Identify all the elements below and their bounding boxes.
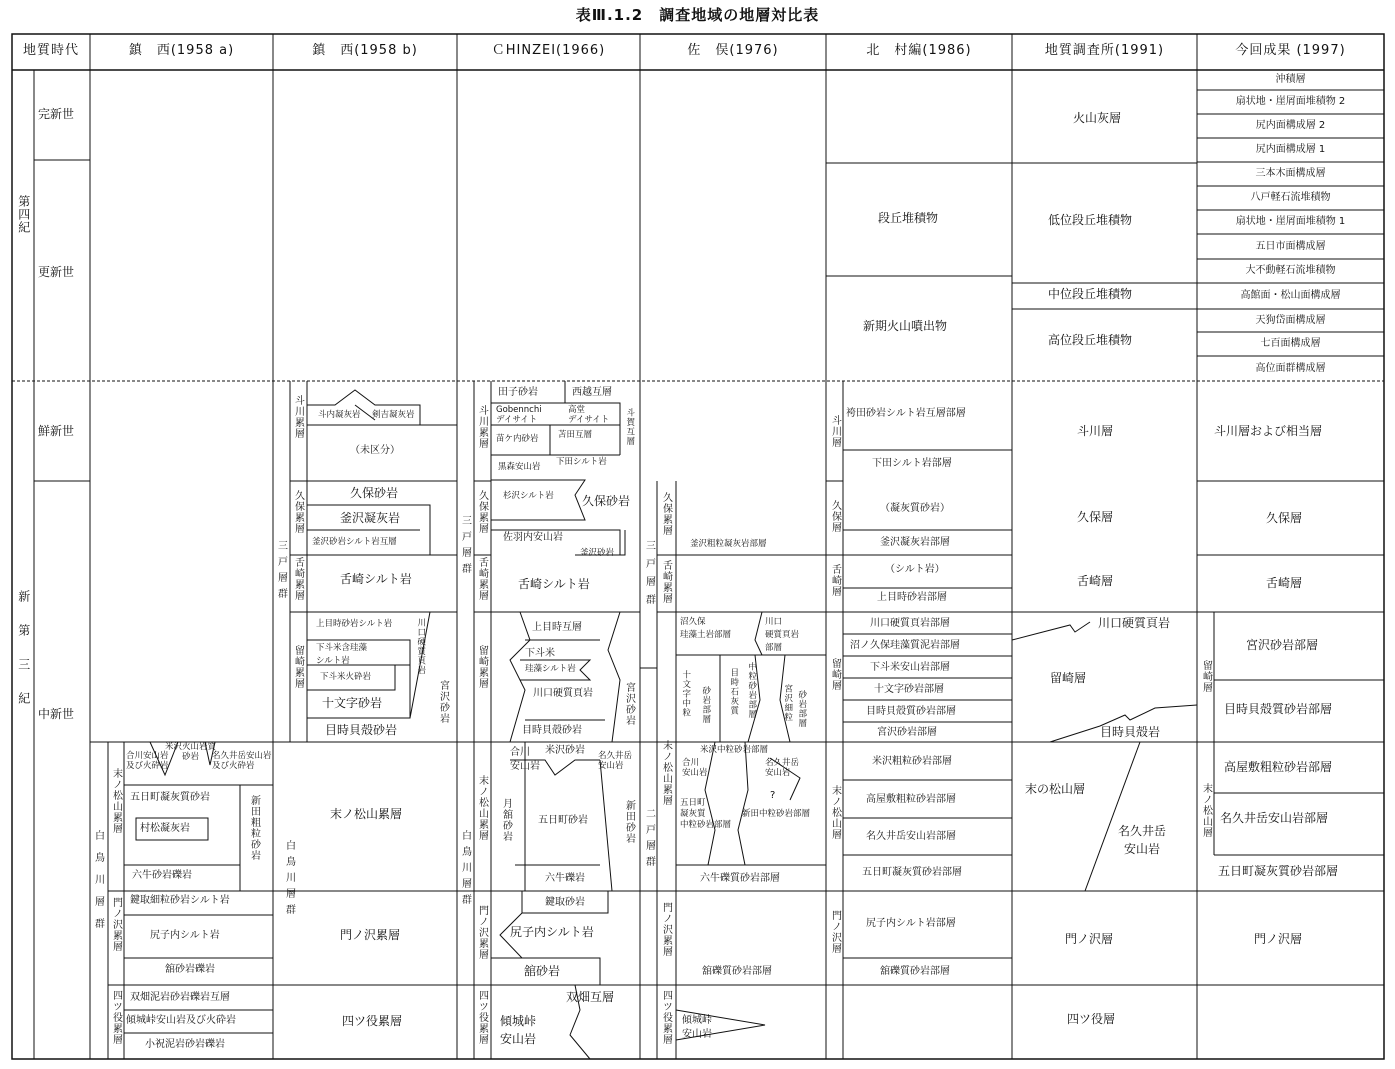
header-col4: 佐 俣(1976) — [687, 43, 779, 58]
c1-k1: 鍵取細粒砂岩シルト岩 — [130, 895, 230, 906]
c7-quaternary-unit: 尻内面構成層 2 — [1255, 120, 1326, 131]
period-quaternary: 第四紀 — [16, 195, 31, 234]
c1-b2: 新田粗粒砂岩 — [248, 795, 260, 861]
c5-s2: 上目時砂岩部層 — [877, 592, 947, 603]
c7-quaternary-unit: 扇状地・崖屑面堆積物 2 — [1235, 96, 1346, 107]
c5-kubo: 久保層 — [829, 500, 841, 533]
c7-quaternary-unit: 尻内面構成層 1 — [1255, 144, 1326, 155]
c5-shitazaki: 舌崎層 — [829, 564, 841, 597]
c7-a1: 高屋敷粗粒砂岩部層 — [1224, 760, 1333, 774]
c5-kadonosawa: 門ノ沢層 — [829, 910, 841, 954]
c1-kadonosawa: 門ノ沢累層 — [110, 897, 122, 952]
c4-sannohe: 三戸層群 — [643, 540, 655, 612]
c2-m5: 十文字砂岩 — [322, 696, 383, 710]
c2-kadonosawa: 門ノ沢累層 — [340, 928, 401, 942]
c5-a4: 五日町凝灰質砂岩部層 — [862, 867, 962, 878]
c3-suenomatsu: 末ノ松山累層 — [476, 775, 488, 841]
c5-k1: （凝灰質砂岩） — [880, 503, 950, 514]
epoch-pleistocene: 更新世 — [38, 265, 75, 279]
c6-q1: 火山灰層 — [1073, 111, 1122, 125]
c4-shitazaki: 舌崎累層 — [660, 560, 672, 604]
c3-a1: 合川 安山岩 — [510, 747, 540, 772]
c2-t2: 剣吉凝灰岩 — [372, 410, 415, 420]
c3-y2: 傾城峠 安山岩 — [500, 1014, 537, 1046]
c7-shitazaki: 舌崎層 — [1266, 576, 1303, 590]
c1-b3: 村松凝灰岩 — [140, 823, 190, 834]
c5-q2: 新期火山噴出物 — [863, 319, 948, 333]
c7-quaternary-unit: 天狗岱面構成層 — [1255, 314, 1326, 326]
c4-m7: 宮沢細粒 — [782, 684, 793, 722]
c2-k1: 久保砂岩 — [350, 486, 399, 500]
c2-kubo: 久保累層 — [292, 490, 304, 534]
c2-m6: 宮沢砂岩 — [437, 680, 449, 724]
c7-tomezaki: 留崎層 — [1200, 660, 1212, 693]
c3-m3: 珪藻シルト岩 — [525, 664, 576, 674]
c6-m1: 川口硬質頁岩 — [1098, 616, 1171, 630]
c3-t8: 下田シルト岩 — [556, 457, 607, 467]
c7-suenomatsu: 末ノ松山層 — [1200, 783, 1212, 838]
c5-tomikawa: 斗川層 — [829, 415, 841, 448]
c2-yotsuyaku: 四ツ役累層 — [342, 1014, 403, 1028]
c2-m7: 目時貝殻砂岩 — [325, 723, 398, 737]
c3-m5: 宮沢砂岩 — [623, 682, 635, 726]
c4-a5: 新田中粒砂岩部層 — [742, 809, 811, 819]
c3-a4: 月舘砂岩 — [500, 798, 512, 842]
c7-quaternary-unit: 五日市面構成層 — [1255, 240, 1326, 252]
c3-kubo: 久保累層 — [476, 490, 488, 534]
c5-tomezaki: 留崎層 — [829, 658, 841, 691]
header-col5: 北 村編(1986) — [866, 43, 972, 58]
c7-quaternary-unit: 八戸軽石流堆積物 — [1250, 192, 1331, 203]
c3-t2: 西越互層 — [572, 387, 612, 398]
c3-s1: 舌崎シルト岩 — [518, 577, 590, 591]
c4-a3: 名久井岳 安山岩 — [765, 758, 800, 778]
c3-t5: 斗賀互層 — [624, 408, 635, 446]
header-col6: 地質調査所(1991) — [1044, 43, 1165, 58]
c1-group: 白鳥川層群 — [92, 830, 104, 940]
c3-t3: Gobennchi デイサイト — [496, 405, 542, 425]
c3-t9: 黒森安山岩 — [498, 462, 541, 472]
c3-tomezaki: 留崎累層 — [476, 645, 488, 689]
c2-tomikawa: 斗川累層 — [292, 395, 304, 439]
c4-m6: 中粒砂岩部層 — [746, 662, 757, 719]
c7-quaternary-unit: 高館面・松山面構成層 — [1240, 290, 1341, 301]
c4-a4: 五日町 凝灰質 中粒砂岩部層 — [680, 798, 732, 831]
c3-t4: 高堂 デイサイト — [568, 405, 610, 425]
period-neogene: 新第三紀 — [16, 590, 31, 726]
c1-y2: 傾城峠安山岩及び火砕岩 — [126, 1015, 236, 1026]
c4-m1: 沼久保 珪藻土岩部層 — [680, 617, 732, 640]
c7-m2: 目時貝殻質砂岩部層 — [1224, 702, 1333, 716]
c3-t7: 苫田互層 — [558, 430, 593, 440]
c6-m2: 留崎層 — [1050, 671, 1087, 685]
c7-quaternary-unit: 高位面群構成層 — [1255, 362, 1326, 374]
c3-a2: 米沢砂岩 — [545, 745, 585, 756]
c4-a7: 六牛礫質砂岩部層 — [700, 873, 780, 884]
c6-kubo: 久保層 — [1077, 510, 1114, 524]
c6-a1: 末の松山層 — [1025, 782, 1086, 796]
c4-m5: 目時石灰質 — [728, 668, 739, 716]
header-col3: ＣHINZEI(1966) — [491, 43, 606, 58]
c1-b4: 六牛砂岩礫岩 — [132, 870, 192, 881]
c4-k1: 釜沢粗粒凝灰岩部層 — [690, 539, 767, 549]
c7-m1: 宮沢砂岩部層 — [1246, 638, 1319, 652]
c5-d2: 舘礫質砂岩部層 — [880, 966, 950, 977]
c3-a5: 五日町砂岩 — [538, 815, 588, 826]
c3-k3: 佐羽内安山岩 — [503, 532, 563, 543]
c4-a1: 米沢中粒砂岩部層 — [700, 745, 769, 755]
c2-tomezaki: 留崎累層 — [292, 645, 304, 689]
c4-kadonosawa: 門ノ沢累層 — [660, 902, 672, 957]
c3-m1: 上目時互層 — [532, 622, 582, 633]
header-age: 地質時代 — [22, 43, 79, 58]
c1-a2: 合川安山岩 及び火砕岩 — [126, 751, 169, 771]
c7-kadonosawa: 門ノ沢層 — [1254, 932, 1303, 946]
c5-t1: 袴田砂岩シルト岩互層部層 — [846, 408, 966, 419]
c5-a2: 高屋敷粗粒砂岩部層 — [866, 794, 956, 805]
c2-sannohe: 三戸層群 — [275, 540, 287, 604]
c6-q2: 低位段丘堆積物 — [1048, 213, 1133, 227]
c5-a3: 名久井岳安山岩部層 — [866, 831, 956, 842]
c5-suenomatsu: 末ノ松山層 — [829, 785, 841, 840]
c4-d1: 舘礫質砂岩部層 — [702, 966, 772, 977]
c4-a6: ? — [770, 790, 776, 801]
c1-a1: 米沢火山岩質 砂岩 — [165, 742, 217, 762]
c3-k1: 杉沢シルト岩 — [503, 491, 554, 501]
epoch-holocene: 完新世 — [38, 107, 75, 121]
c2-shitazaki: 舌崎累層 — [292, 557, 304, 601]
c6-a2: 名久井岳 安山岩 — [1118, 824, 1167, 856]
c2-t1: 斗内凝灰岩 — [318, 410, 361, 420]
epoch-miocene: 中新世 — [38, 707, 75, 721]
c3-sannohe: 三戸層群 — [459, 515, 471, 579]
c6-m3: 目時貝殻岩 — [1100, 725, 1161, 739]
c7-a3: 五日町凝灰質砂岩部層 — [1218, 864, 1339, 878]
c4-a2: 合川 安山岩 — [682, 758, 708, 778]
c3-d3: 舘砂岩 — [524, 964, 561, 978]
c3-y1: 双畑互層 — [566, 990, 615, 1004]
c3-a6: 新田砂岩 — [623, 800, 635, 844]
c3-a3: 名久井岳 安山岩 — [598, 751, 633, 771]
c7-quaternary-unit: 扇状地・崖屑面堆積物 1 — [1235, 216, 1346, 227]
c3-yotsuyaku: 四ツ役累層 — [476, 990, 488, 1045]
c4-nihe: 二戸層群 — [643, 808, 655, 872]
c5-a1: 米沢粗粒砂岩部層 — [872, 756, 952, 767]
c1-a3: 名久井岳安山岩 及び火砕岩 — [212, 751, 272, 771]
c2-shiratori: 白鳥川層群 — [283, 840, 295, 920]
c3-shiratori: 白鳥川層群 — [459, 830, 471, 910]
c5-m5: 目時貝殻質砂岩部層 — [866, 706, 956, 717]
c7-quaternary-unit: 三本木面構成層 — [1255, 168, 1326, 179]
c4-kubo: 久保累層 — [660, 492, 672, 536]
c2-k2: 釜沢凝灰岩 — [340, 511, 401, 525]
c3-tomikawa: 斗川累層 — [476, 405, 488, 449]
c4-m2: 川口 硬質頁岩 部層 — [765, 617, 800, 653]
c1-y1: 双畑泥岩砂岩礫岩互層 — [130, 992, 230, 1003]
c5-m6: 宮沢砂岩部層 — [877, 727, 937, 738]
c7-kubo: 久保層 — [1266, 511, 1303, 525]
c1-k2: 尻子内シルト岩 — [150, 930, 220, 941]
c1-y3: 小祝泥岩砂岩礫岩 — [145, 1039, 225, 1050]
c3-k4: 釜沢砂岩 — [580, 548, 615, 558]
c6-tomikawa: 斗川層 — [1077, 424, 1114, 438]
c2-m4: 下斗米火砕岩 — [320, 672, 372, 682]
c5-m1: 川口硬質頁岩部層 — [870, 618, 950, 629]
c7-tomikawa: 斗川層および相当層 — [1214, 424, 1323, 438]
c2-suenomatsu: 末ノ松山累層 — [330, 807, 403, 821]
c5-d1: 尻子内シルト岩部層 — [866, 918, 956, 929]
c4-suenomatsu: 末ノ松山累層 — [660, 740, 672, 806]
header-col1: 鎮 西(1958 a) — [128, 43, 235, 58]
c3-d1: 鍵取砂岩 — [545, 897, 585, 908]
c5-m2: 沼ノ久保珪藻質泥岩部層 — [850, 640, 960, 651]
c1-b1: 五日町凝灰質砂岩 — [130, 792, 210, 803]
c5-k2: 釜沢凝灰岩部層 — [880, 537, 950, 548]
c6-shitazaki: 舌崎層 — [1077, 574, 1114, 588]
c3-t1: 田子砂岩 — [498, 387, 538, 398]
c3-kadonosawa: 門ノ沢累層 — [476, 905, 488, 960]
c5-t2: 下田シルト岩部層 — [872, 458, 952, 469]
c4-yotsuyaku: 四ツ役累層 — [660, 990, 672, 1045]
c2-m3: 下斗米含珪藻 シルト岩 — [316, 643, 368, 666]
c2-t3: （未区分） — [350, 445, 400, 456]
c6-q4: 高位段丘堆積物 — [1048, 333, 1133, 347]
c6-q3: 中位段丘堆積物 — [1048, 287, 1133, 301]
c4-m8: 砂岩部層 — [796, 690, 807, 728]
c4-y1: 傾城峠 安山岩 — [682, 1015, 712, 1040]
c3-m2: 下斗米 — [525, 648, 555, 659]
c4-m4: 砂岩部層 — [700, 686, 711, 724]
c7-quaternary-unit: 七百面構成層 — [1260, 338, 1321, 349]
header-col2: 鎮 西(1958 b) — [312, 43, 418, 58]
c2-m1: 上目時砂岩シルト岩 — [316, 619, 393, 629]
table-title: 表Ⅲ.1.2 調査地域の地層対比表 — [575, 6, 820, 24]
c5-m3: 下斗米安山岩部層 — [870, 662, 950, 673]
c3-k2: 久保砂岩 — [582, 494, 631, 508]
c3-m4: 川口硬質頁岩 — [533, 688, 593, 699]
c7-quaternary-unit: 沖積層 — [1275, 74, 1306, 85]
header-col7: 今回成果 (1997) — [1235, 43, 1346, 58]
c3-m6: 目時貝殻砂岩 — [522, 725, 582, 736]
c7-a2: 名久井岳安山岩部層 — [1220, 811, 1329, 825]
c6-yotsuyaku: 四ツ役層 — [1067, 1012, 1116, 1026]
epoch-pliocene: 鮮新世 — [38, 424, 75, 438]
c5-s1: （シルト岩） — [885, 564, 945, 575]
c4-m3: 十文字中粒 — [680, 670, 691, 718]
c7-quaternary-unit: 大不動軽石流堆積物 — [1245, 265, 1336, 276]
c1-k3: 舘砂岩礫岩 — [165, 964, 215, 975]
c5-q1: 段丘堆積物 — [878, 211, 939, 225]
c3-shitazaki: 舌崎累層 — [476, 557, 488, 601]
c6-kadonosawa: 門ノ沢層 — [1065, 932, 1114, 946]
c5-m4: 十文字砂岩部層 — [874, 684, 944, 695]
c3-d2: 尻子内シルト岩 — [510, 925, 594, 939]
c2-s1: 舌崎シルト岩 — [340, 572, 412, 586]
c1-yotsuyaku: 四ツ役累層 — [110, 990, 122, 1045]
c3-a7: 六牛礫岩 — [545, 873, 585, 884]
c2-k3: 釜沢砂岩シルト岩互層 — [312, 537, 397, 547]
c2-m2: 川口硬質頁岩 — [415, 618, 426, 675]
c3-t6: 苗ケ内砂岩 — [496, 434, 539, 444]
c1-suenomatsu: 末ノ松山累層 — [110, 768, 122, 834]
